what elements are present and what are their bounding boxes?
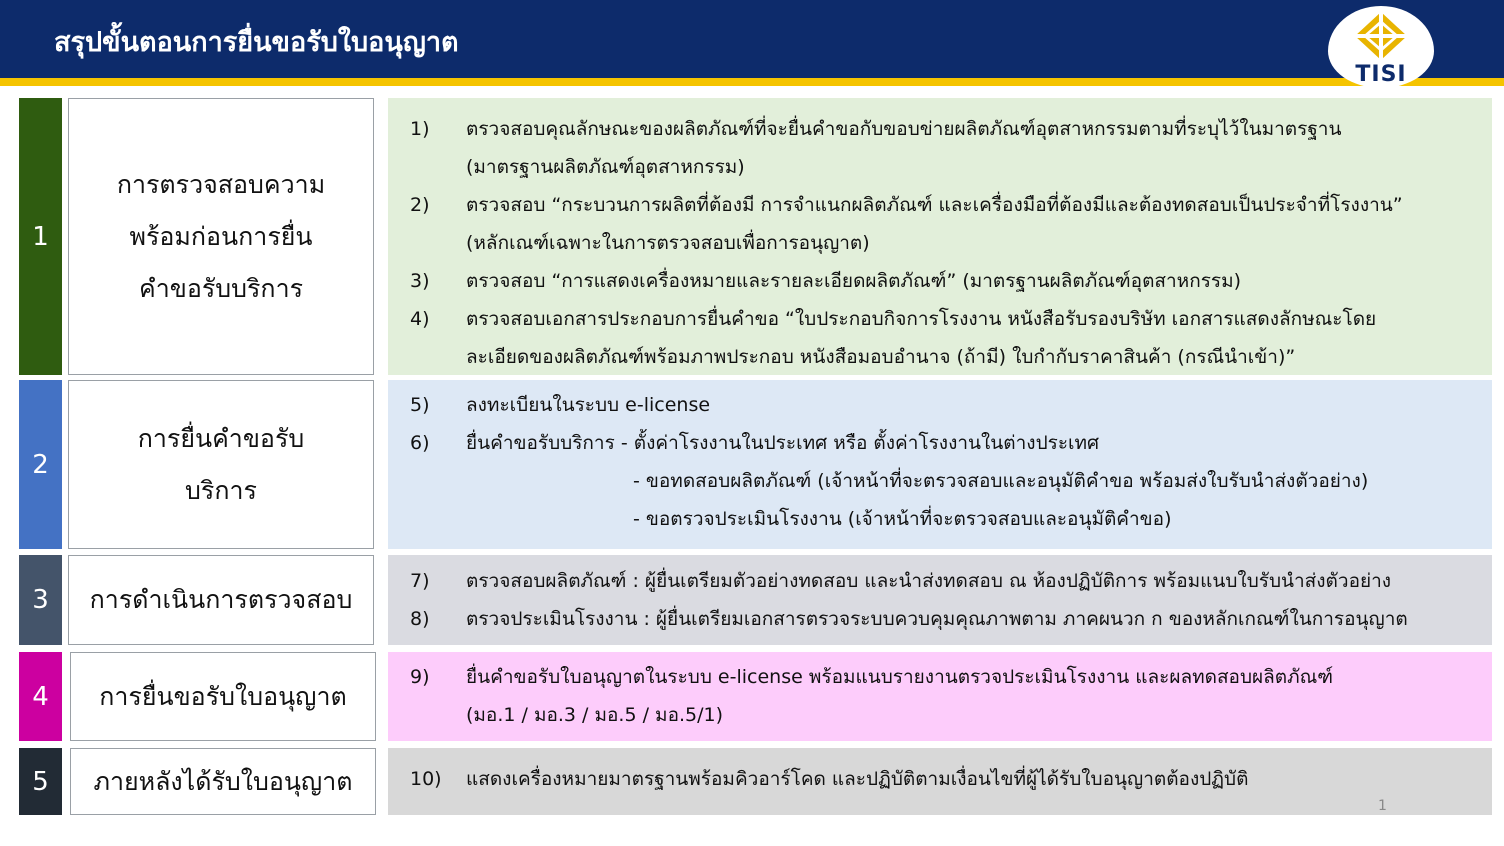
item-text: ตรวจสอบคุณลักษณะของผลิตภัณฑ์ที่จะยื่นคำขอกับขอบข่ายผลิตภัณฑ์อุตสาหกรรมตามที่ระบุไว้ในมาตรฐาน — [466, 118, 1342, 140]
step-number: 5 — [19, 748, 62, 815]
item-text: ยื่นคำขอรับบริการ - ตั้งค่าโรงงานในประเทศ หรือ ตั้งค่าโรงงานในต่างประเทศ — [466, 432, 1100, 454]
step-label — [68, 380, 374, 549]
label-line: บริการ — [185, 475, 257, 505]
label-line: การดำเนินการตรวจสอบ — [89, 585, 353, 614]
list-item — [388, 760, 1492, 798]
label-line: คำขอรับบริการ — [138, 273, 304, 303]
item-number: 4) — [410, 308, 430, 330]
item-number: 10) — [410, 768, 442, 790]
step-description — [388, 380, 1492, 549]
item-text: ละเอียดของผลิตภัณฑ์พร้อมภาพประกอบ หนังสือมอบอำนาจ (ถ้ามี) ใบกำกับราคาสินค้า (กรณีนำเข้า)” — [466, 346, 1296, 368]
item-text: ตรวจสอบผลิตภัณฑ์ : ผู้ยื่นเตรียมตัวอย่างทดสอบ และนำส่งทดสอบ ณ ห้องปฏิบัติการ พร้อมแนบใบรับนำส่งตัวอย่าง — [466, 570, 1392, 592]
item-text: ตรวจสอบ “การแสดงเครื่องหมายและรายละเอียดผลิตภัณฑ์” (มาตรฐานผลิตภัณฑ์อุตสาหกรรม) — [466, 270, 1242, 292]
item-text: ตรวจสอบเอกสารประกอบการยื่นคำขอ “ใบประกอบกิจการโรงงาน หนังสือรับรองบริษัท เอกสารแสดงลักษณะโดย — [466, 308, 1377, 330]
item-text: แสดงเครื่องหมายมาตรฐานพร้อมคิวอาร์โคด และปฏิบัติตามเงื่อนไขที่ผู้ได้รับใบอนุญาตต้องปฏิบัติ — [466, 768, 1249, 790]
step-number: 1 — [19, 98, 62, 375]
page-title: สรุปขั้นตอนการยื่นขอรับใบอนุญาต — [54, 27, 459, 58]
item-text: ตรวจประเมินโรงงาน : ผู้ยื่นเตรียมเอกสารตรวจระบบควบคุมคุณภาพตาม ภาคผนวก ก ของหลักเกณฑ์ในการอนุญาต — [466, 608, 1408, 630]
step-number: 3 — [19, 555, 62, 645]
item-text: ตรวจสอบ “กระบวนการผลิตที่ต้องมี การจำแนกผลิตภัณฑ์ และเครื่องมือที่ต้องมีและต้องทดสอบเป็นประจำที่โรงงาน” — [466, 194, 1403, 216]
sub-item: - ขอทดสอบผลิตภัณฑ์ (เจ้าหน้าที่จะตรวจสอบและอนุมัติคำขอ พร้อมส่งใบรับนำส่งตัวอย่าง) — [633, 470, 1369, 492]
label-line: พร้อมก่อนการยื่น — [129, 221, 313, 251]
label-line: ภายหลังได้รับใบอนุญาต — [93, 766, 353, 796]
list-item — [388, 424, 1492, 462]
step-label — [70, 748, 376, 815]
item-number: 3) — [410, 270, 430, 292]
item-text: ลงทะเบียนในระบบ e-license — [466, 394, 711, 416]
list-item — [388, 658, 1492, 734]
item-text: ยื่นคำขอรับใบอนุญาตในระบบ e-license พร้อมแนบรายงานตรวจประเมินโรงงาน และผลทดสอบผลิตภัณฑ์ — [466, 666, 1334, 688]
step-label — [70, 652, 376, 741]
item-number: 5) — [410, 394, 430, 416]
item-number: 1) — [410, 118, 430, 140]
label-line: การยื่นขอรับใบอนุญาต — [99, 681, 347, 711]
page-number: 1 — [1378, 798, 1387, 814]
item-text: (มอ.1 / มอ.3 / มอ.5 / มอ.5/1) — [466, 704, 724, 726]
logo-text: TISI — [1355, 62, 1407, 87]
tisi-emblem-icon — [1353, 10, 1409, 62]
step-label — [68, 98, 374, 375]
item-text: (มาตรฐานผลิตภัณฑ์อุตสาหกรรม) — [466, 156, 745, 178]
item-number: 7) — [410, 570, 430, 592]
step-number: 4 — [19, 652, 62, 741]
step-description — [388, 652, 1492, 741]
tisi-logo — [1328, 6, 1434, 88]
item-text: (หลักเณฑ์เฉพาะในการตรวจสอบเพื่อการอนุญาต) — [466, 232, 870, 254]
list-item — [388, 110, 1492, 186]
sub-item: - ขอตรวจประเมินโรงงาน (เจ้าหน้าที่จะตรวจสอบและอนุมัติคำขอ) — [633, 508, 1172, 530]
step-label — [68, 555, 374, 645]
step-description — [388, 98, 1492, 375]
list-item — [388, 600, 1492, 638]
list-item — [388, 186, 1492, 262]
list-item — [388, 386, 1492, 424]
header-bar — [0, 0, 1504, 78]
list-item — [388, 300, 1492, 376]
label-line: การยื่นคำขอรับ — [137, 423, 305, 453]
item-number: 9) — [410, 666, 430, 688]
list-item — [388, 562, 1492, 600]
item-number: 8) — [410, 608, 430, 630]
item-number: 2) — [410, 194, 430, 216]
label-line: การตรวจสอบความ — [116, 169, 326, 199]
list-item — [388, 262, 1492, 300]
step-description — [388, 748, 1492, 815]
step-number: 2 — [19, 380, 62, 549]
step-description — [388, 555, 1492, 645]
header-accent-line — [0, 78, 1504, 86]
item-number: 6) — [410, 432, 430, 454]
